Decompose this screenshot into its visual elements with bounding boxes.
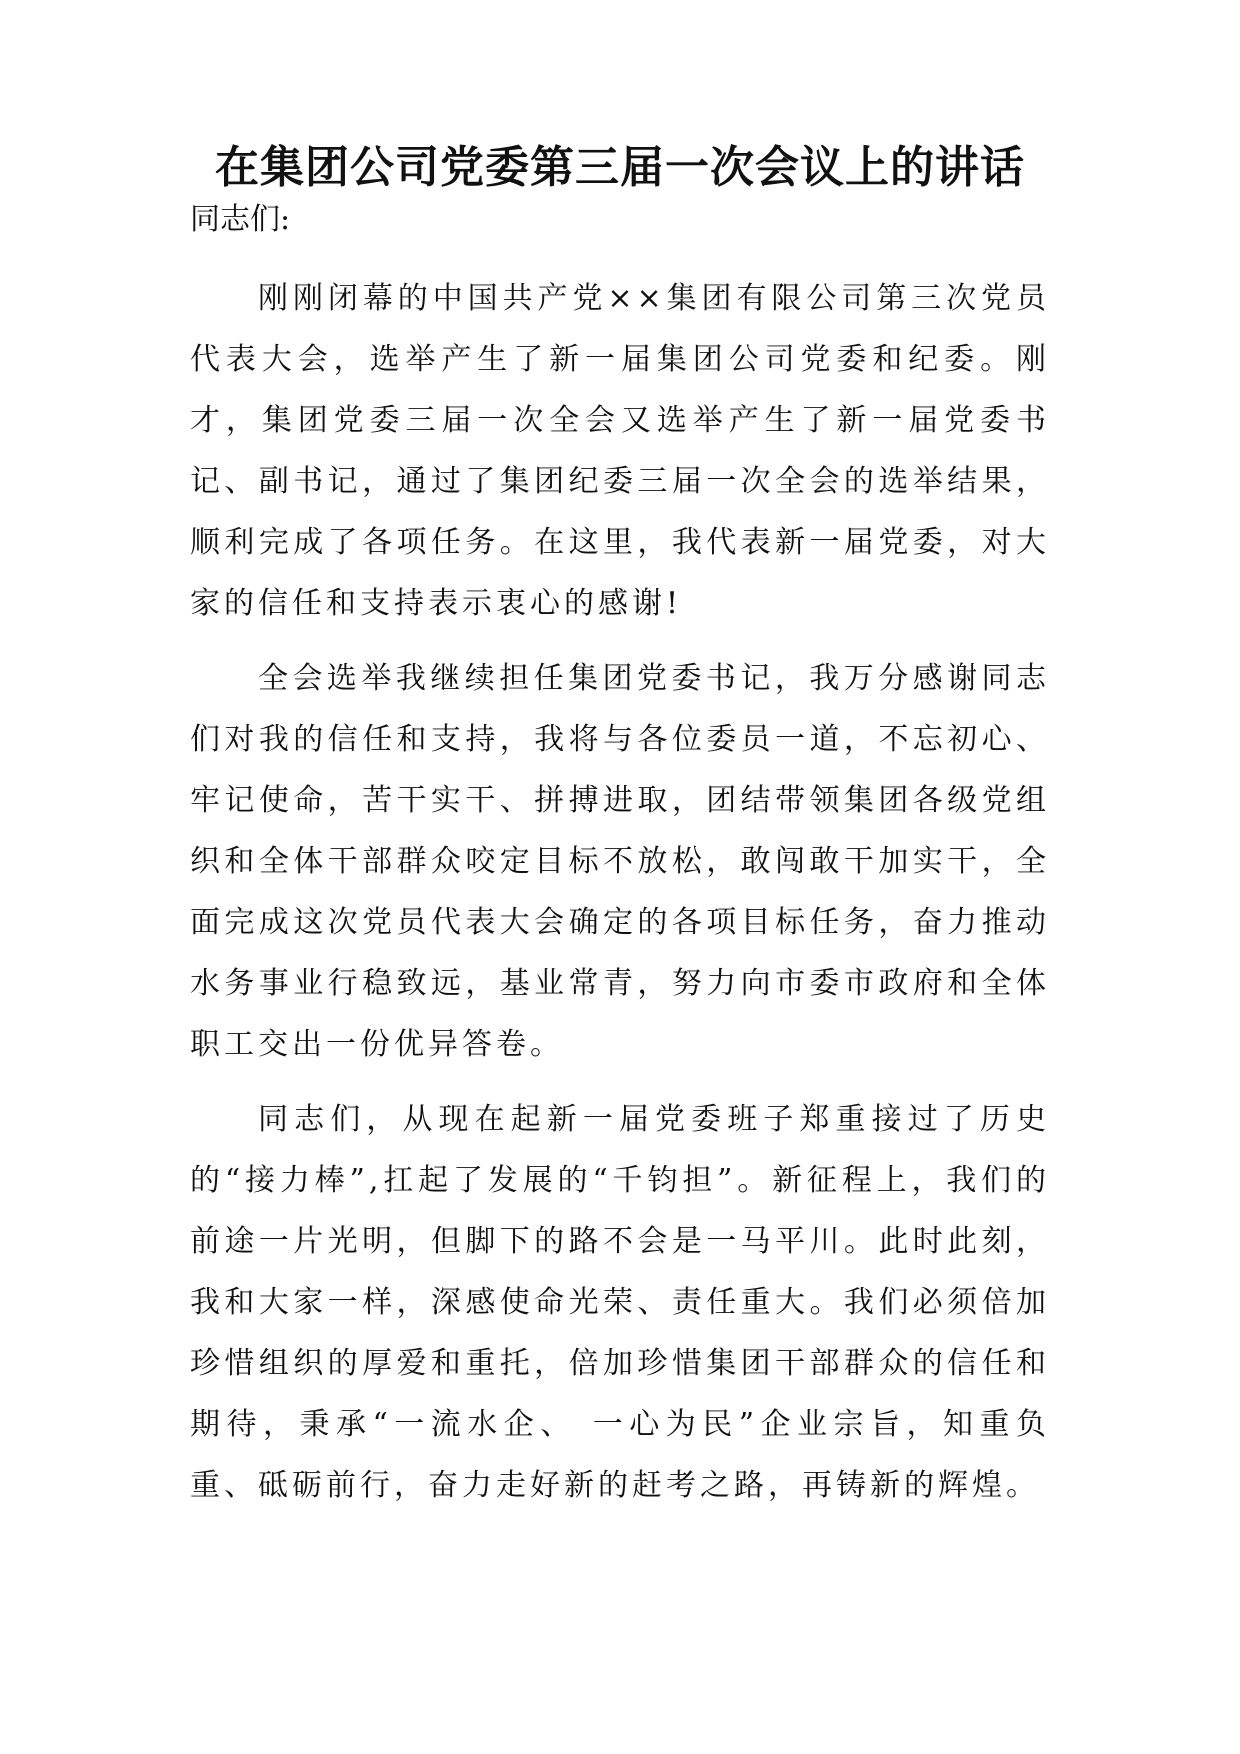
paragraph-1: 刚刚闭幕的中国共产党××集团有限公司第三次党员代表大会，选举产生了新一届集团公司党委和纪委。刚才，集团党委三届一次全会又选举产生了新一届党委书记、副书记，通过了集团纪委三届一次全会的选举结果，顺利完成了各项任务。在这里，我代表新一届党委，对大家的信任和支持表示衷心的感谢!: [190, 281, 1050, 621]
salutation: 同志们:: [190, 202, 291, 237]
document-title: 在集团公司党委第三届一次会议上的讲话: [215, 142, 1025, 193]
paragraph-3: 同志们，从现在起新一届党委班子郑重接过了历史的“接力棒”,扛起了发展的“千钧担”。新征程上，我们的前途一片光明，但脚下的路不会是一马平川。此时此刻，我和大家一样，深感使命光荣、责任重大。我们必须倍加珍惜组织的厚爱和重托，倍加珍惜集团干部群众的信任和期待，秉承“一流水企、 一心为民”企业宗旨，知重负重、砥砺前行，奋力走好新的赶考之路，再铸新的辉煌。: [190, 1102, 1050, 1503]
paragraph-2: 全会选举我继续担任集团党委书记，我万分感谢同志们对我的信任和支持，我将与各位委员一道，不忘初心、牢记使命，苦干实干、拼搏进取，团结带领集团各级党组织和全体干部群众咬定目标不放松，敢闯敢干加实干，全面完成这次党员代表大会确定的各项目标任务，奋力推动水务事业行稳致远，基业常青，努力向市委市政府和全体职工交出一份优异答卷。: [190, 661, 1050, 1062]
document-body: [190, 268, 1050, 1530]
